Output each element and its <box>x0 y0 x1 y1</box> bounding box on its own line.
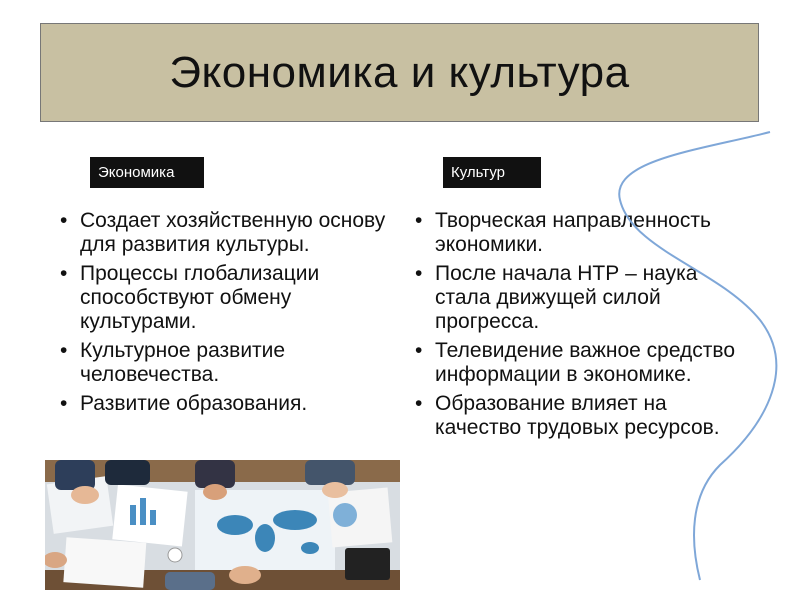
list-item: • После начала НТР – наука стала движущей силой прогресса. <box>409 262 744 334</box>
list-item: • Развитие образования. <box>54 392 389 416</box>
title-banner <box>40 23 759 122</box>
list-item: • Творческая направленность экономики. <box>409 209 744 257</box>
slide-title: Экономика и культура <box>169 47 630 97</box>
meeting-photo <box>45 460 400 590</box>
culture-list <box>409 209 744 445</box>
list-item: • Процессы глобализации способствуют обмену культурами. <box>54 262 389 334</box>
economy-tag: Экономика <box>90 157 204 188</box>
economy-list <box>54 209 389 421</box>
list-item: • Образование влияет на качество трудовых ресурсов. <box>409 392 744 440</box>
culture-tag: Культур <box>443 157 541 188</box>
list-item: • Телевидение важное средство информации в экономике. <box>409 339 744 387</box>
list-item: • Культурное развитие человечества. <box>54 339 389 387</box>
list-item: • Создает хозяйственную основу для развития культуры. <box>54 209 389 257</box>
